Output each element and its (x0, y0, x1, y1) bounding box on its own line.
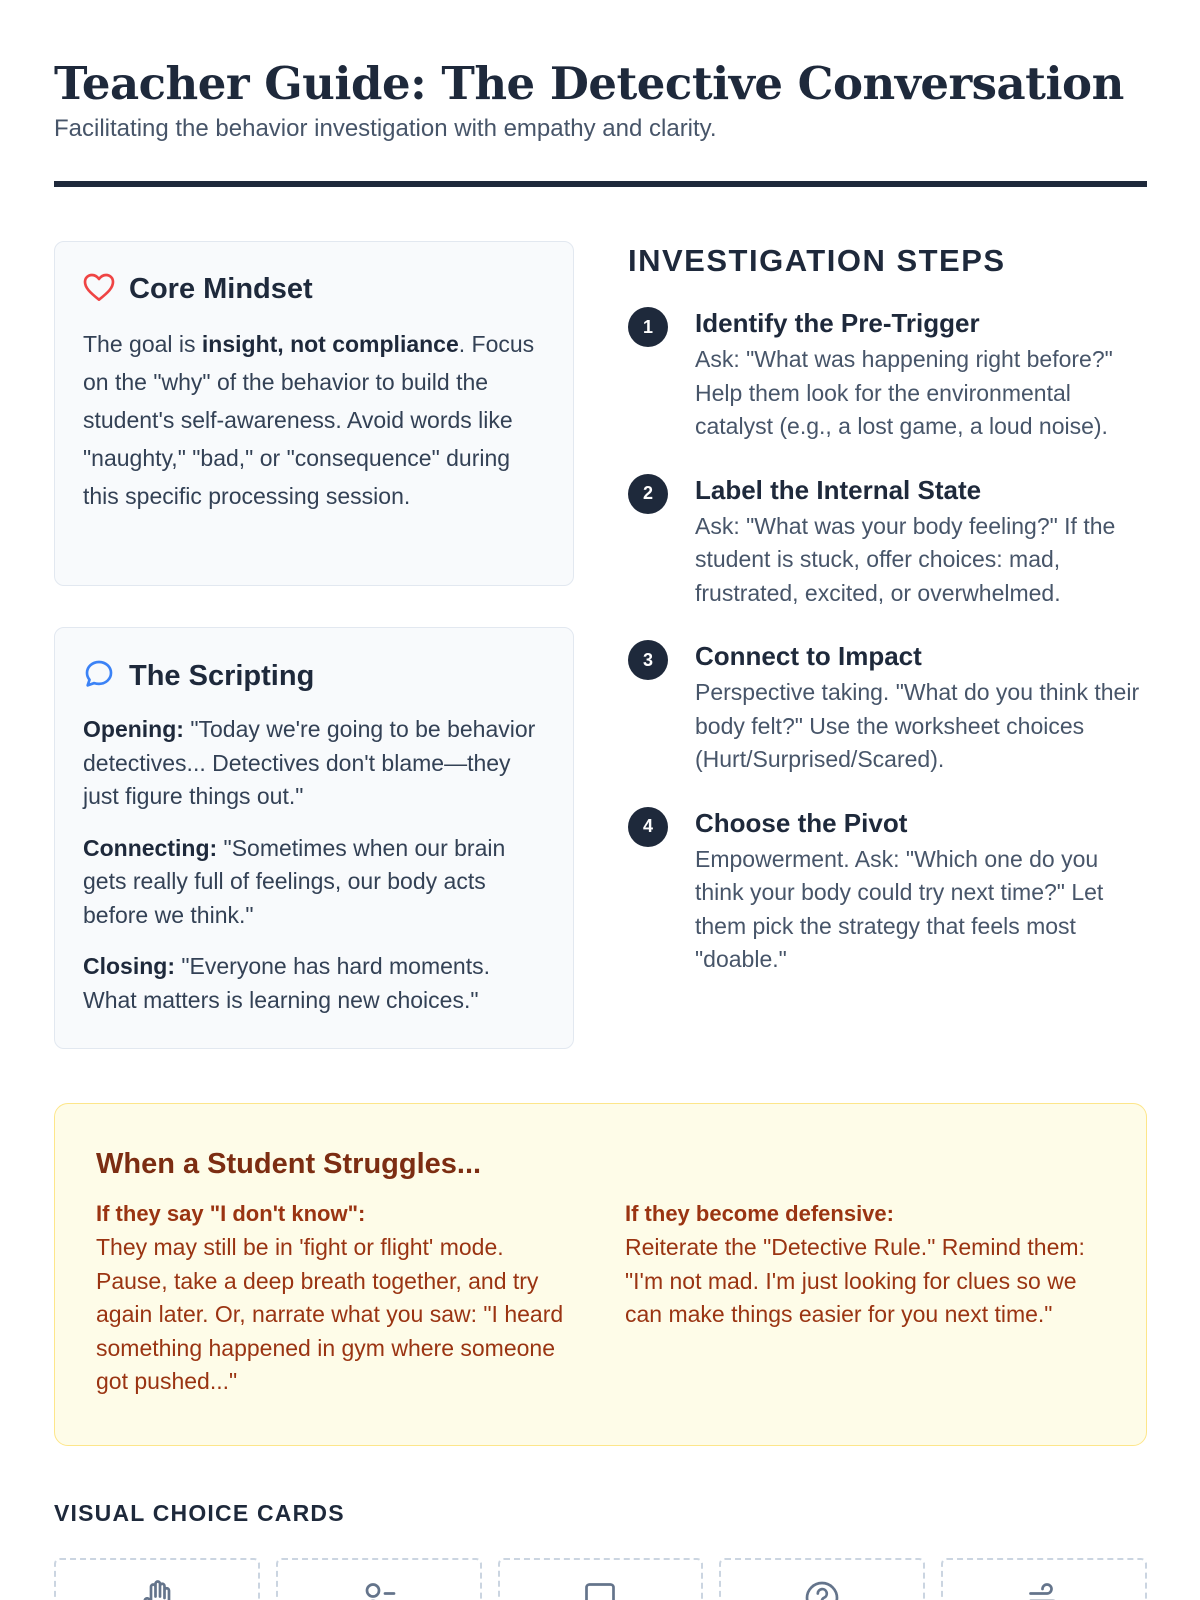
step-text: Empowerment. Ask: "Which one do you think your body could try next time?" Let them pick the strategy that feels most "doable." (695, 845, 1104, 972)
step-title: Choose the Pivot (695, 807, 908, 838)
choice-card (498, 1558, 704, 1600)
script-opening: Opening: "Today we're going to be behavior detectives... Detectives don't blame—they just figure things out." (83, 716, 536, 809)
struggle-case-heading: If they say "I don't know": (96, 1201, 366, 1226)
struggle-case-defensive (625, 1199, 1106, 1399)
struggle-case-dont-know (96, 1199, 577, 1399)
struggles-title: When a Student Struggles... (96, 1148, 482, 1180)
steps-heading: INVESTIGATION STEPS (628, 243, 1006, 278)
step-title: Identify the Pre-Trigger (695, 308, 980, 338)
question-icon (804, 1578, 840, 1600)
square-icon (582, 1578, 618, 1600)
step-number-badge: 1 (628, 307, 668, 347)
core-mindset-card (54, 241, 574, 586)
step-item (628, 474, 1148, 611)
step-number-badge: 3 (628, 640, 668, 680)
choice-card (941, 1558, 1147, 1600)
step-text: Ask: "What was your body feeling?" If the student is stuck, offer choices: mad, frustrated, excited, or overwhelmed. (695, 512, 1116, 606)
page-title: Teacher Guide: The Detective Conversation (54, 57, 1124, 110)
step-title: Label the Internal State (695, 474, 982, 505)
step-item (628, 807, 1148, 977)
script-closing: Closing: "Everyone has hard moments. What matters is learning new choices." (83, 953, 490, 1013)
hand-icon (139, 1578, 175, 1600)
heart-icon (83, 272, 115, 307)
scripting-title: The Scripting (129, 660, 315, 692)
visual-choice-cards (54, 1558, 1147, 1600)
choice-card (54, 1558, 260, 1600)
page-header (54, 56, 1147, 144)
core-mindset-text: The goal is insight, not compliance. Focus on the "why" of the behavior to build the student's self-awareness. Avoid words like "naughty," "bad," or "consequence" during this specific processing session. (83, 331, 535, 509)
struggle-case-text: Reiterate the "Detective Rule." Remind them: "I'm not mad. I'm just looking for clues so we can make things easier for you next time." (625, 1234, 1085, 1327)
step-item (628, 640, 1148, 777)
script-connecting: Connecting: "Sometimes when our brain gets really full of feelings, our body acts before we think." (83, 834, 506, 928)
core-mindset-emphasis: insight, not compliance (201, 331, 459, 357)
step-number-badge: 4 (628, 807, 668, 847)
wind-icon (1026, 1578, 1062, 1600)
step-number-badge: 2 (628, 474, 668, 514)
scripting-card (54, 627, 574, 1049)
investigation-steps (628, 243, 1148, 1007)
student-struggles-callout (54, 1103, 1147, 1446)
step-text: Perspective taking. "What do you think their body felt?" Use the worksheet choices (Hurt/Surprised/Scared). (695, 679, 1140, 772)
page-subtitle: Facilitating the behavior investigation with empathy and clarity. (54, 115, 717, 142)
step-title: Connect to Impact (695, 641, 922, 671)
person-icon (361, 1578, 397, 1600)
visual-choice-cards-title: VISUAL CHOICE CARDS (54, 1500, 345, 1526)
chat-bubble-icon (83, 658, 115, 695)
struggle-case-text: They may still be in 'fight or flight' mode. Pause, take a deep breath together, and try again later. Or, narrate what you saw: "I heard something happened in gym where someone got pushed..." (96, 1234, 564, 1394)
step-item (628, 307, 1148, 444)
step-text: Ask: "What was happening right before?" Help them look for the environmental catalyst (e.g., a lost game, a loud noise). (695, 346, 1113, 439)
choice-card (719, 1558, 925, 1600)
struggle-case-heading: If they become defensive: (625, 1201, 894, 1226)
choice-card (276, 1558, 482, 1600)
header-divider (54, 181, 1147, 187)
core-mindset-title: Core Mindset (129, 273, 313, 305)
